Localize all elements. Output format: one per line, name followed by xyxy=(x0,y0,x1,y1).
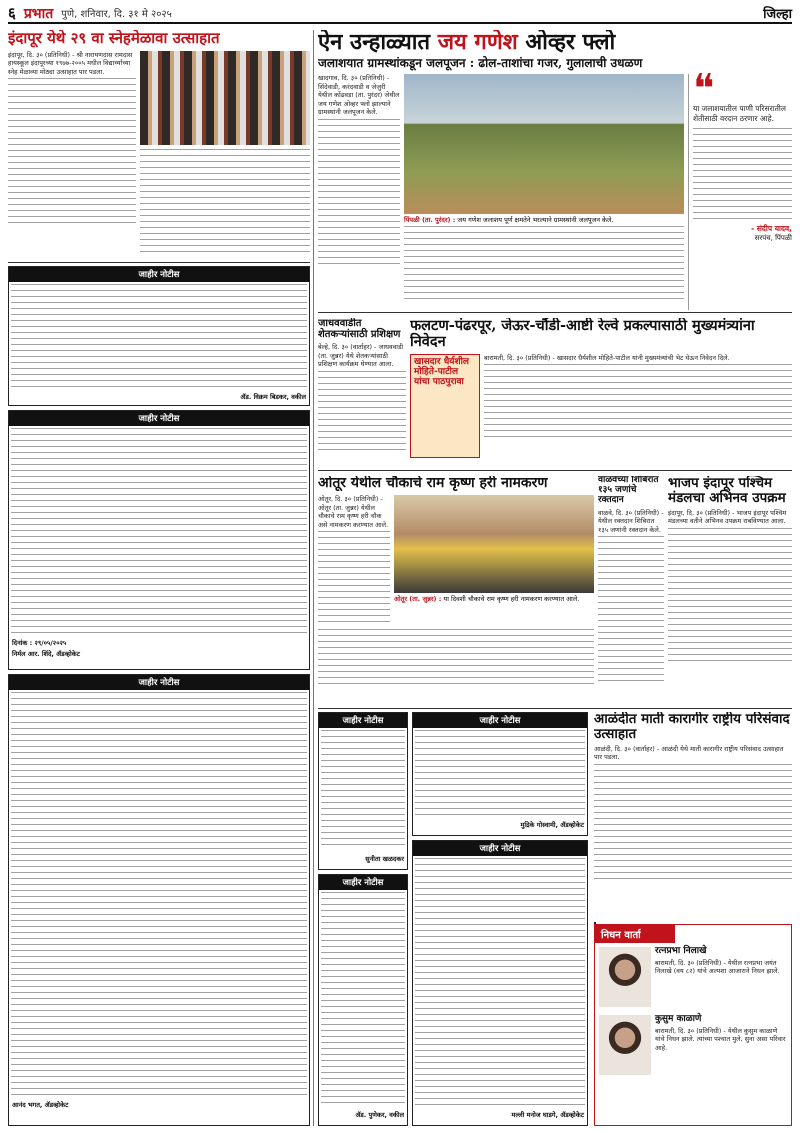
notice-signature: सुनीता खळदकर xyxy=(365,855,404,863)
notice-header: जाहीर नोटीस xyxy=(9,411,309,426)
story-valve-blood-donation xyxy=(598,476,664,706)
pull-quote xyxy=(688,66,792,310)
quote-author-role: सरपंच, पिंपळी xyxy=(754,234,792,243)
headline: जाधववाडीत शेतकऱ्यांसाठी प्रशिक्षण xyxy=(318,318,401,340)
story-jadhavwadi-training xyxy=(318,318,406,466)
notice-date: दिनांक : २९/०५/२०२५ xyxy=(12,639,67,647)
obituary-text: बारामती, दि. ३० (प्रतिनिधी) - येथील कुसुम काळाणे यांचे निधन झाले. त्यांच्या पश्चात मुले, सुना असा परिवार आहे. xyxy=(655,1026,786,1052)
story-lead: आळंदी, दि. ३० (वार्ताहर) - आळंदी येथे माती कारागीर राष्ट्रीय परिसंवाद उत्साहात पार पडला. xyxy=(594,744,784,762)
body-text xyxy=(140,149,310,255)
subheadline: जलाशयात ग्रामस्थांकडून जलपूजन : ढोल-ताशांचा गजर, गुलालाची उधळण xyxy=(318,56,643,71)
body-text xyxy=(318,629,594,687)
headline: फलटण-पंढरपूर, जेऊर-चौंडी-आष्टी रेल्वे प्रकल्पासाठी मुख्यमंत्र्यांना निवेदन xyxy=(410,318,755,350)
story-jay-ganesh-overflow xyxy=(318,30,792,310)
notice-3 xyxy=(8,674,310,1126)
obituary-name: कुसुम काळाणे xyxy=(655,1014,702,1024)
story-lead: इंदापूर, दि. ३० (प्रतिनिधी) - श्री नारायणदास रामदास हायस्कूल इंदापूरच्या १९७७-२००५ मधील विद्यार्थ्यांच्या स्नेह मेळाव्या मोठ्या उत्साहात पार पडला. xyxy=(8,50,133,76)
notice-signature: ॲड. विक्रम बिडकर, वकील xyxy=(240,393,306,401)
story-otur-chowk xyxy=(318,476,594,706)
notice-7 xyxy=(412,840,588,1126)
notice-6 xyxy=(318,874,408,1126)
notice-signature: ॲड. पुणेकर, वकील xyxy=(355,1111,404,1119)
notice-header: जाहीर नोटीस xyxy=(413,713,587,728)
quote-text: या जलाशयातील पाणी परिसरातील शेतीसाठी वरदान ठरणार आहे. xyxy=(693,104,786,124)
body-text xyxy=(8,78,136,228)
notice-header: जाहीर नोटीस xyxy=(319,713,407,728)
body-text xyxy=(318,119,400,269)
chowk-photo xyxy=(394,495,594,593)
story-railway-memorandum xyxy=(410,318,792,466)
body-text xyxy=(404,226,684,300)
story-lead: बारामती, दि. ३० (प्रतिनिधी) - खासदार धैर्यशील मोहिते-पाटील यांनी मुख्यमंत्र्यांची भेट घेऊन निवेदन दिले. xyxy=(484,353,730,362)
story-lead: बेल्हे, दि. ३० (वार्ताहर) - जाधववाडी (ता. जुन्नर) येथे शेतकऱ्यांसाठी प्रशिक्षण कार्यक्रम घेण्यात आला. xyxy=(318,343,404,368)
obituary-name: रत्नप्रभा निलाखे xyxy=(655,946,707,956)
notice-signature: आनंद भगत, ॲडव्होकेट xyxy=(12,1101,69,1109)
photo-caption: ओतूर (ता. जुन्नर) : या दिवशी चौकाचे राम कृष्ण हरी नामकरण करण्यात आले. xyxy=(394,595,580,604)
notice-header: जाहीर नोटीस xyxy=(319,875,407,890)
body-text xyxy=(594,764,792,884)
body-text xyxy=(668,528,792,666)
body-text xyxy=(484,364,792,442)
story-alandi-seminar xyxy=(594,712,792,920)
notice-2 xyxy=(8,410,310,670)
obituary-header: निधन वार्ता xyxy=(595,925,675,943)
quote-body xyxy=(693,128,792,224)
notice-text xyxy=(11,284,307,388)
notice-signature: मुद्रिके गोस्वामी, ॲडव्होकेट xyxy=(520,821,584,829)
body-text xyxy=(598,536,664,686)
notice-text xyxy=(415,858,585,1106)
newspaper-logo: प्रभात xyxy=(23,5,54,22)
headline: भाजप इंदापूर पश्चिम मंडलचा अभिनव उपक्रम xyxy=(668,476,786,506)
quote-author: - संदीप यादव, xyxy=(751,224,792,234)
obituary-box xyxy=(594,924,792,1126)
notice-text xyxy=(321,730,405,850)
story-lead: वाळवे, दि. ३० (प्रतिनिधी) - येथील रक्तदान शिबिरात १३५ जणांनी रक्तदान केले. xyxy=(598,508,664,534)
notice-text xyxy=(321,892,405,1106)
body-text xyxy=(318,371,406,451)
body-text xyxy=(318,531,390,627)
notice-header: जाहीर नोटीस xyxy=(9,675,309,690)
notice-header: जाहीर नोटीस xyxy=(9,267,309,282)
notice-text xyxy=(11,692,307,1096)
story-indapur-reunion xyxy=(8,30,310,260)
story-bjp-initiative xyxy=(668,476,792,706)
page-number: ६ xyxy=(8,4,16,22)
headline: वाळवेच्या शिबिरात १३५ जणांचे रक्तदान xyxy=(598,476,659,505)
masthead xyxy=(8,4,792,24)
headline: आळंदीत माती कारागीर राष्ट्रीय परिसंवाद उत्साहात xyxy=(594,712,790,742)
obituary-photo xyxy=(599,947,651,1007)
obituary-photo xyxy=(599,1015,651,1075)
notice-1 xyxy=(8,266,310,406)
photo-caption: पिंपळी (ता. पुरंदर) : जय गणेश जलाशय पूर्ण क्षमतेने भरल्याने ग्रामस्थांनी जलपूजन केले. xyxy=(404,216,614,225)
section-name: जिल्हा xyxy=(763,7,792,22)
notice-signature: मल्ली मनोज घाडगे, ॲडव्होकेट xyxy=(511,1111,584,1119)
headline: ओतूर येथील चौकाचे राम कृष्ण हरी नामकरण xyxy=(318,476,548,491)
notice-header: जाहीर नोटीस xyxy=(413,841,587,856)
headline: इंदापूर येथे २९ वा स्नेहमेळावा उत्साहात xyxy=(8,30,220,47)
quote-mark-icon: ❝ xyxy=(693,66,715,113)
notice-text xyxy=(11,428,307,634)
story-lead: ओतूर, दि. ३० (प्रतिनिधी) - ओतूर (ता. जुन्नर) येथील चौकाचे राम कृष्ण हरी चौक असे नामकरण करण्यात आले. xyxy=(318,495,389,529)
notice-text xyxy=(415,730,585,816)
highlight-box: खासदार धैर्यशील मोहिते-पाटील यांचा पाठपुरावा xyxy=(410,354,480,458)
date-line: पुणे, शनिवार, दि. ३१ मे २०२५ xyxy=(61,9,172,20)
story-lead: इंदापूर, दि. ३० (प्रतिनिधी) - भाजप इंदापूर पश्चिम मंडलच्या वतीने अभिनव उपक्रम राबविण्यात आला. xyxy=(668,508,787,526)
reservoir-photo xyxy=(404,74,684,214)
headline: ऐन उन्हाळ्यात जय गणेश ओव्हर फ्लो xyxy=(318,30,616,55)
notice-5 xyxy=(412,712,588,836)
group-photo xyxy=(140,51,310,145)
notice-4 xyxy=(318,712,408,870)
notice-signature: निर्मल आर. शिंदे, ॲडव्होकेट xyxy=(12,650,80,658)
obituary-text: बारामती, दि. ३० (प्रतिनिधी) - येथील रत्नप्रभा जयंत निलाखे (वय ८२) यांचे अल्पशा आजाराने निधन झाले. xyxy=(655,958,780,976)
story-lead: खादगाव, दि. ३० (प्रतिनिधी) - सिंदेवाडी, करंदवाडी व जेजुरी येथील कोंढवडा (ता. पुरंदर) जेथील जय गणेश ओव्हर फ्लो झाल्याने ग्रामस्थांनी जलपूजन केले. xyxy=(318,74,400,117)
